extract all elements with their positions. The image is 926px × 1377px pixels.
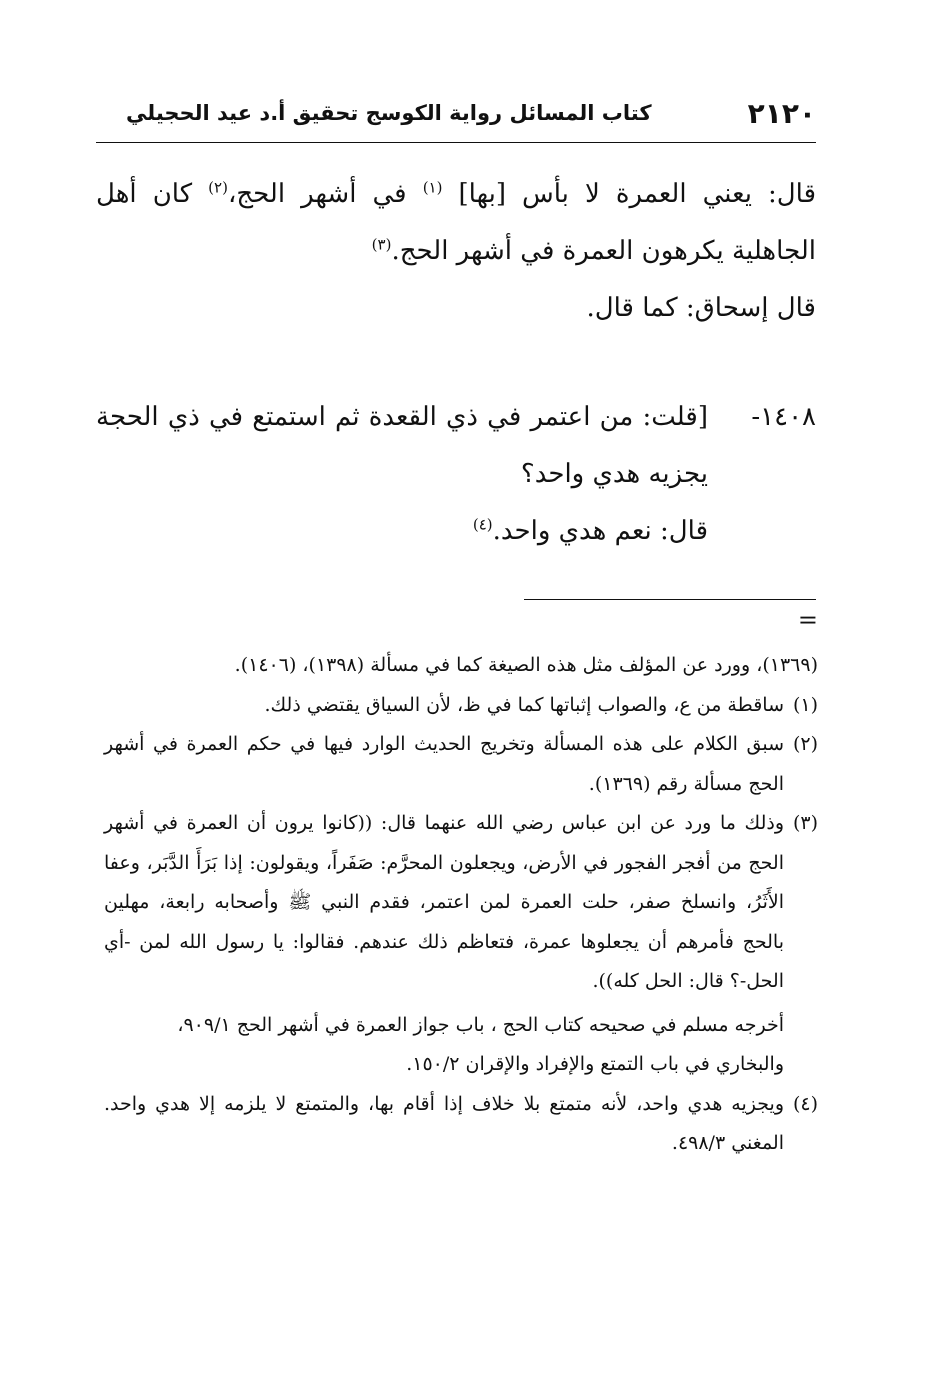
paragraph-text: قال: يعني العمرة لا بأس [بها] [442,179,816,209]
footnote-text: وذلك ما ورد عن ابن عباس رضي الله عنهما قال: ((كانوا يرون أن العمرة في أشهر الحج من أفجر الفجور في الأرض، ويجعلون المحرَّم: صَفَراً، ويقولون: إذا بَرَأَ الدَّبَر، وعفا الأَثَرُ، وانسلخ صفر، حلت العمرة لمن اعتمر، فقدم النبي ﷺ وأصحابه رابعة، مهلين بالحج فأمرهم أن يجعلوها عمرة، فتعاظم ذلك عندهم. فقالوا: يا رسول الله لمن -أي الحل-؟ قال: الحل كله)). [104,812,784,992]
footnote-ref-1[interactable]: (١) [422,178,443,197]
issue-answer [96,503,708,560]
footnote-ref-2[interactable]: (٢) [208,178,228,197]
footnote-mark: (٢) [792,733,818,755]
issue-number: ١٤٠٨- [751,402,816,432]
footnote-3 [104,804,818,1002]
footnote-2 [104,725,818,804]
footnote-3-source: أخرجه مسلم في صحيحه كتاب الحج ، باب جواز العمرة في أشهر الحج ٩٠٩/١، والبخاري في باب التمتع والإفراد والإقران ١٥٠/٢. [177,1013,784,1075]
footnote-carry-over: (١٣٦٩)، وورد عن المؤلف مثل هذه الصيغة كما في مسألة (١٣٩٨)، (١٤٠٦). [234,654,818,676]
footnote-rule [524,599,816,600]
footnote-4 [104,1085,818,1164]
footnote-mark: (٣) [792,812,818,834]
issue-1408 [96,389,816,560]
paragraph-qala [96,166,816,280]
main-text [96,166,816,560]
paragraph-ishaq: قال إسحاق: كما قال. [586,293,816,323]
answer-text: قال: نعم هدي واحد. [492,516,708,546]
page-number: ٢١٢٠ [747,96,816,130]
footnote-mark: (٤) [792,1092,818,1115]
footnote-mark: (١) [792,693,818,716]
footnote-text: ساقطة من ع، والصواب إثباتها كما في ظ، لأن السياق يقتضي ذلك. [264,693,784,716]
issue-body [96,389,708,560]
footnotes [104,646,818,1164]
footnote-1 [104,686,818,726]
running-title: كتاب المسائل رواية الكوسج تحقيق أ.د عيد الحجيلي [126,101,652,125]
footnote-ref-4[interactable]: (٤) [472,515,493,534]
issue-question: [قلت: من اعتمر في ذي القعدة ثم استمتع في ذي الحجة يجزيه هدي واحد؟ [96,402,708,489]
footnote-text: ويجزيه هدي واحد، لأنه متمتع بلا خلاف إذا أقام بها، والمتمتع لا يلزمه إلا هدي واحد. المغني ٤٩٨/٣. [104,1092,784,1154]
paragraph-text: كان أهل الجاهلية يكرهون العمرة في أشهر الحج. [96,179,816,266]
header-rule [96,142,816,143]
paragraph-text: في أشهر الحج، [227,179,423,209]
footnote-ref-3[interactable]: (٣) [371,235,392,254]
page-header [96,92,816,134]
footnote-text: سبق الكلام على هذه المسألة وتخريج الحديث الوارد فيها في حكم العمرة في أشهر الحج مسألة رقم (١٣٦٩). [104,733,784,795]
continuation-mark: = [797,606,818,634]
